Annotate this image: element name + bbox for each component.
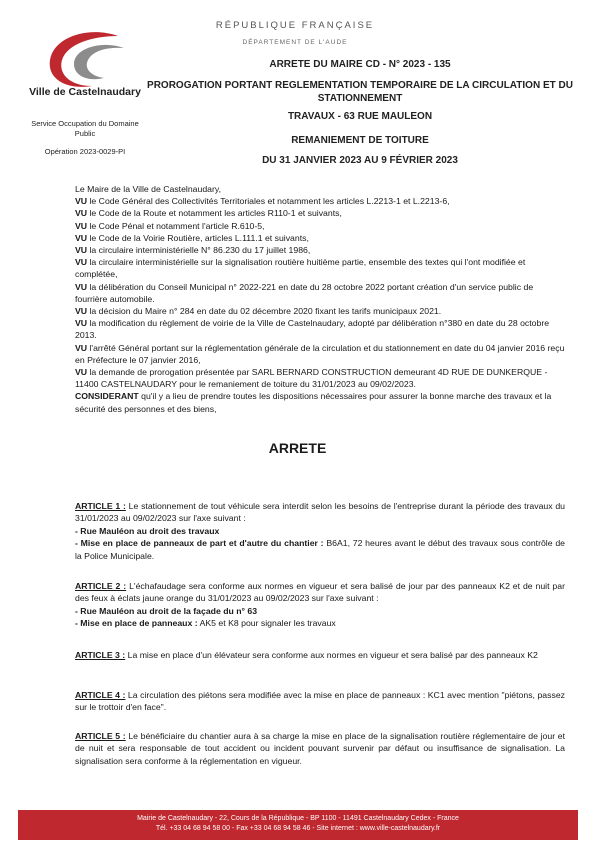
article-1: ARTICLE 1 : Le stationnement de tout véhicule sera interdit selon les besoins de l'entreprise durant la période des travaux du 31/01/2023 au 09/02/2023 sur l'axe suivant : - Rue Mauléon au droit des travaux - Mise en place de panneaux de part et d'autre du chantier : B6A1, 72 heures avant le début des travaux sous contrôle de la Police Municipale. <box>75 501 565 561</box>
vu-clause: VU la délibération du Conseil Municipal n° 2022-221 en date du 28 octobre 2022 portant création d'un service public de fourrière automobile. <box>75 281 534 304</box>
preamble-intro: Le Maire de la Ville de Castelnaudary, <box>75 184 222 194</box>
footer-contact: Tél. +33 04 68 94 58 00 - Fax +33 04 68 94 58 46 - Site internet : www.ville-castelnaudary.fr <box>155 825 441 832</box>
operation-label: Opération 2023-0029-PI <box>44 147 126 156</box>
republic-header: RÉPUBLIQUE FRANÇAISE <box>215 20 375 31</box>
department-header: DÉPARTEMENT DE L'AUDE <box>242 39 348 46</box>
works-period: DU 31 JANVIER 2023 AU 9 FÉVRIER 2023 <box>262 155 458 166</box>
decree-number: ARRETE DU MAIRE CD - N° 2023 - 135 <box>269 59 451 70</box>
vu-clause: VU l'arrêté Général portant sur la réglementation générale de la circulation et du stationnement en date du 04 janvier 2016 reçu en Préfecture le 07 janvier 2016, <box>75 342 565 365</box>
preamble <box>75 183 565 415</box>
article-3: ARTICLE 3 : La mise en place d'un élévateur sera conforme aux normes en vigueur et sera balisé par des panneaux K2 <box>75 650 538 660</box>
footer-banner <box>18 810 578 840</box>
vu-clause: VU la circulaire interministérielle sur la signalisation routière huitième partie, ensemble des textes qui l'ont modifiée et complétée, <box>75 257 526 280</box>
vu-clause: VU le Code Pénal et notamment l'article R.610-5, <box>75 220 265 231</box>
vu-clause: VU le Code Général des Collectivités Territoriales et notamment les articles L.2213-1 et L.2213-6, <box>75 196 450 207</box>
decree-title: ARRETE <box>268 440 327 456</box>
vu-clause: VU le Code de la Route et notamment les articles R110-1 et suivants, <box>75 208 342 219</box>
vu-clause: VU la modification du règlement de voirie de la Ville de Castelnaudary, adopté par délibération n°380 en date du 28 octobre 2013. <box>75 318 550 341</box>
vu-clause: VU la circulaire interministérielle N° 86.230 du 17 juillet 1986, <box>75 245 311 256</box>
service-label: Service Occupation du Domaine Public <box>31 119 139 138</box>
article-4: ARTICLE 4 : La circulation des piétons sera modifiée avec la mise en place de panneaux : KC1 avec mention "piétons, passez sur le trottoir d'en face". <box>75 690 565 713</box>
considerant-clause: CONSIDERANT qu'il y a lieu de prendre toutes les dispositions nécessaires pour assurer la bonne marche des travaux et la sécurité des personnes et des biens, <box>75 391 552 414</box>
vu-clause: VU la décision du Maire n° 284 en date du 02 décembre 2020 fixant les tarifs municipaux 2021. <box>75 306 442 317</box>
article-5: ARTICLE 5 : Le bénéficiaire du chantier aura à sa charge la mise en place de la signalisation routière réglementaire de jour et de nuit et sera responsable de tout accident ou incident pouvant survenir par défaut ou insuffisance de signalisation. La signalisation sera conforme à la réglementation en vigueur. <box>75 731 565 766</box>
town-logo <box>40 28 140 94</box>
vu-clause: VU la demande de prorogation présentée par SARL BERNARD CONSTRUCTION demeurant 4D RUE DE DUNKERQUE - 11400 CASTELNAUDARY pour le remaniement de toiture du 31/01/2023 au 09/02/2023. <box>75 367 548 390</box>
town-name: Ville de Castelnaudary <box>29 86 141 98</box>
decree-subject: PROROGATION PORTANT REGLEMENTATION TEMPORAIRE DE LA CIRCULATION ET DU STATIONNEMENT <box>147 80 573 104</box>
vu-clause: VU le Code de la Voirie Routière, articles L.111.1 et suivants, <box>75 232 309 243</box>
article-2: ARTICLE 2 : L'échafaudage sera conforme aux normes en vigueur et sera balisé de jour par des panneaux K2 et de nuit par des feux à éclats jaune orange du 31/01/2023 au 09/02/2023 sur l'axe suivant : - Rue Mauléon au droit de la façade du n° 63 - Mise en place de panneaux : AK5 et K8 pour signaler les travaux <box>75 581 565 629</box>
works-nature: REMANIEMENT DE TOITURE <box>291 135 429 146</box>
footer-address: Mairie de Castelnaudary - 22, Cours de la République - BP 1100 - 11491 Castelnaudary Cedex - France <box>137 815 459 822</box>
works-location: TRAVAUX - 63 RUE MAULEON <box>287 111 433 122</box>
